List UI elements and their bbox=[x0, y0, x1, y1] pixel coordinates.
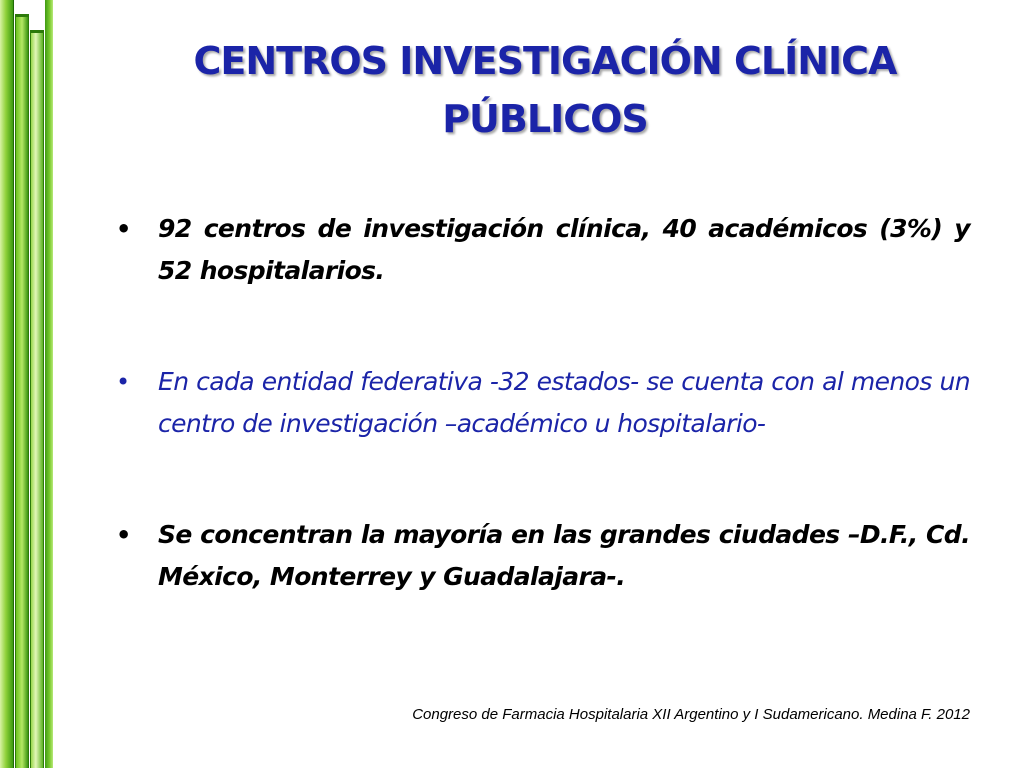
bullet-item bbox=[114, 208, 970, 292]
bullet-text: En cada entidad federativa -32 estados- se cuenta con al menos un centro de investigación –académico u hospitalario- bbox=[158, 367, 970, 438]
decorative-green-bar bbox=[15, 14, 29, 768]
decorative-green-bar bbox=[30, 30, 44, 768]
slide-title-line-1: CENTROS INVESTIGACIÓN CLÍNICA bbox=[193, 39, 897, 83]
bullet-text: 92 centros de investigación clínica, 40 académicos (3%) y 52 hospitalarios. bbox=[158, 214, 970, 285]
bullet-item bbox=[114, 361, 970, 445]
decorative-green-bar bbox=[0, 0, 14, 768]
slide-title bbox=[100, 32, 990, 148]
bullet-item bbox=[114, 514, 970, 598]
bullet-dot-icon: • bbox=[116, 521, 131, 549]
bullet-text: Se concentran la mayoría en las grandes ciudades –D.F., Cd. México, Monterrey y Guadalajara-. bbox=[158, 520, 970, 591]
decorative-green-bar bbox=[45, 0, 53, 768]
bullet-dot-icon: • bbox=[116, 368, 130, 396]
bullet-dot-icon: • bbox=[116, 215, 131, 243]
source-citation: Congreso de Farmacia Hospitalaria XII Argentino y I Sudamericano. Medina F. 2012 bbox=[412, 706, 970, 723]
bullet-list bbox=[114, 208, 970, 598]
slide-title-line-2: PÚBLICOS bbox=[442, 97, 648, 141]
